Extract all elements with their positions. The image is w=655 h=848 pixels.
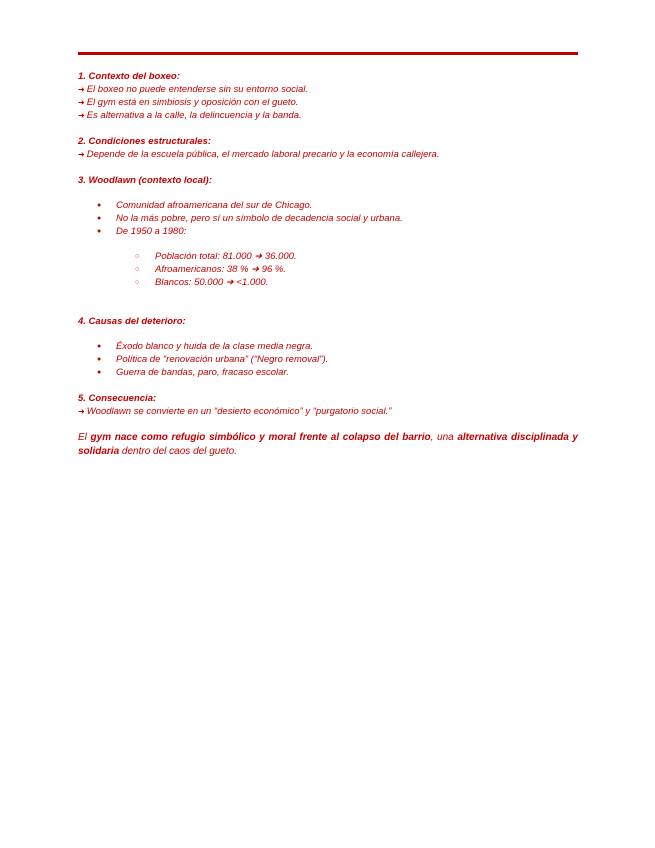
bullet-list — [78, 340, 578, 379]
document-body — [78, 70, 578, 469]
arrow-icon: ➜ — [78, 150, 85, 159]
arrow-icon: ➜ — [78, 111, 85, 120]
section-causes — [78, 315, 578, 379]
section-context — [78, 70, 578, 122]
section-heading: 5. Consecuencia: — [78, 393, 157, 404]
list-item: ● Éxodo blanco y huida de la clase media negra. — [78, 340, 578, 353]
list-item: ➜ El gym está en simbiosis y oposición con el gueto. — [78, 97, 299, 108]
list-item: ● Comunidad afroamericana del sur de Chicago. — [78, 199, 578, 212]
list-item: ○ Afroamericanos: 38 % ➜ 96 %. — [78, 263, 578, 276]
list-item: ● De 1950 a 1980: — [78, 225, 578, 238]
list-item: ➜ Depende de la escuela pública, el mercado laboral precario y la economía callejera. — [78, 149, 440, 160]
section-heading: 4. Causas del deterioro: — [78, 316, 186, 327]
conclusion-paragraph: El gym nace como refugio simbólico y moral frente al colapso del barrio, una alternativa disciplinada y solidaria dentro del caos del gueto. — [78, 432, 578, 457]
list-item: ○ Población total: 81.000 ➜ 36.000. — [78, 250, 578, 263]
arrow-icon: ➜ — [78, 98, 85, 107]
section-heading: 1. Contexto del boxeo: — [78, 71, 180, 82]
bullet-list — [78, 199, 578, 238]
list-item: ○ Blancos: 50.000 ➜ <1.000. — [78, 276, 578, 289]
section-heading: 3. Woodlawn (contexto local): — [78, 175, 212, 186]
section-structural — [78, 135, 578, 161]
arrow-icon: ➜ — [78, 407, 85, 416]
section-woodlawn — [78, 174, 578, 315]
sub-bullet-list — [78, 250, 578, 289]
list-item: ● Guerra de bandas, paro, fracaso escolar. — [78, 366, 578, 379]
section-heading: 2. Condiciones estructurales: — [78, 136, 212, 147]
arrow-icon: ➜ — [78, 85, 85, 94]
list-item: ➜ Woodlawn se convierte en un “desierto económico” y “purgatorio social.” — [78, 406, 392, 417]
section-consequence — [78, 392, 578, 418]
list-item: ● Política de “renovación urbana” (“Negro removal”). — [78, 353, 578, 366]
top-rule — [78, 52, 578, 55]
list-item: ➜ Es alternativa a la calle, la delincuencia y la banda. — [78, 110, 302, 121]
list-item: ● No la más pobre, pero sí un símbolo de decadencia social y urbana. — [78, 212, 578, 225]
list-item: ➜ El boxeo no puede entenderse sin su entorno social. — [78, 84, 308, 95]
